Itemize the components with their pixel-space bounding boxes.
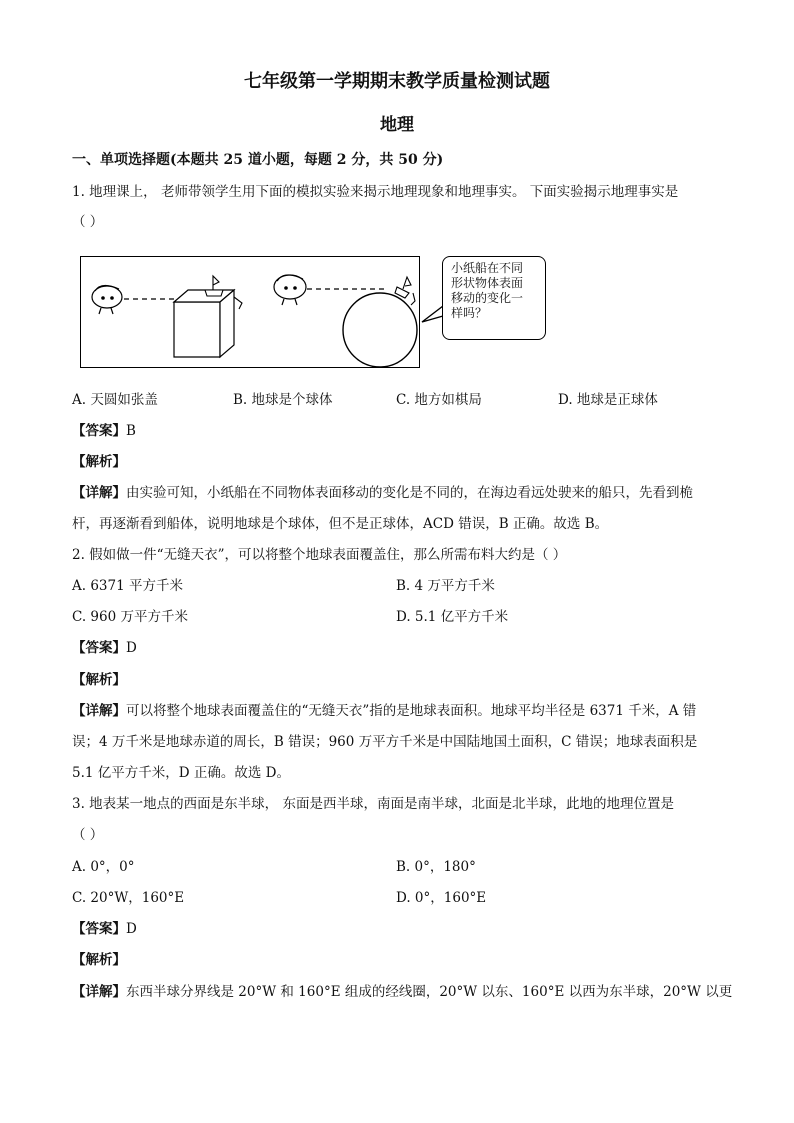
paper-boat-icon-sphere (395, 277, 411, 298)
answer-label: 【答案】 (72, 921, 126, 937)
q3-detail-line1 (72, 982, 732, 1002)
paper-boat-icon-cube (205, 276, 223, 296)
q2-option-c: C. 960 万平方千米 (72, 609, 188, 625)
q3-stem-line2: （ ） (72, 827, 104, 843)
experiment-illustration (81, 257, 419, 367)
q1-detail-line1 (72, 483, 693, 503)
q3-detail-text1: 东西半球分界线是 20°W 和 160°E 组成的经线圈，20°W 以东、160°E 以西为东半球，20°W 以更 (126, 984, 733, 1000)
page-title: 七年级第一学期期末教学质量检测试题 (244, 71, 550, 92)
detail-label: 【详解】 (72, 485, 126, 501)
bubble-line-2: 形状物体表面 (451, 276, 524, 290)
q2-detail-text1: 可以将整个地球表面覆盖住的“无缝天衣”指的是地球表面积。地球平均半径是 6371 千米，A 错 (126, 703, 697, 719)
child-head-icon-right (274, 275, 306, 305)
q1-option-c: C. 地方如棋局 (396, 392, 482, 408)
q1-detail-line2: 杆，再逐渐看到船体，说明地球是个球体，但不是正球体，ACD 错误，B 正确。故选 B。 (72, 516, 609, 532)
q2-answer-value: D (126, 640, 137, 656)
detail-label: 【详解】 (72, 703, 126, 719)
answer-label: 【答案】 (72, 640, 126, 656)
q2-option-a: A. 6371 平方千米 (72, 578, 183, 594)
sphere-shape (343, 293, 417, 367)
subject-title: 地理 (380, 115, 414, 135)
q2-option-b: B. 4 万平方千米 (396, 578, 495, 594)
q3-answer (72, 919, 137, 939)
q3-option-c: C. 20°W，160°E (72, 890, 185, 906)
q1-stem-line2: （ ） (72, 214, 104, 230)
q2-stem-line1: 2. 假如做一件“无缝天衣”，可以将整个地球表面覆盖住，那么所需布料大约是（ ） (72, 547, 567, 563)
speech-bubble (418, 254, 548, 342)
cube-shape (174, 290, 234, 357)
q2-analysis-label: 【解析】 (72, 672, 126, 688)
q1-option-a: A. 天圆如张盖 (72, 392, 158, 408)
speech-bubble-box (442, 256, 546, 340)
bubble-line-3: 移动的变化一 (451, 291, 524, 305)
section-heading: 一、单项选择题(本题共 25 道小题，每题 2 分，共 50 分) (72, 152, 444, 168)
q3-analysis-label: 【解析】 (72, 952, 126, 968)
q1-analysis-label: 【解析】 (72, 454, 126, 470)
detail-label: 【详解】 (72, 984, 126, 1000)
q1-answer (72, 421, 136, 441)
q3-stem-line1: 3. 地表某一地点的西面是东半球， 东面是西半球，南面是南半球，北面是北半球，此地的地理位置是 (72, 796, 674, 812)
bubble-line-1: 小纸船在不同 (451, 261, 524, 275)
speech-bubble-text (451, 261, 539, 321)
q1-experiment-figure (80, 256, 420, 368)
child-head-icon-left (92, 285, 122, 314)
q2-detail-line1 (72, 701, 696, 721)
q2-answer (72, 638, 137, 658)
q2-detail-line2: 误；4 万千米是地球赤道的周长，B 错误；960 万平方千米是中国陆地国土面积，C 错误；地球表面积是 (72, 734, 698, 750)
q3-option-a: A. 0°，0° (72, 859, 135, 875)
bubble-line-4: 样吗？ (451, 306, 488, 320)
answer-label: 【答案】 (72, 423, 126, 439)
q1-option-d: D. 地球是正球体 (558, 392, 658, 408)
q2-option-d: D. 5.1 亿平方千米 (396, 609, 509, 625)
q3-answer-value: D (126, 921, 137, 937)
q1-detail-text1: 由实验可知，小纸船在不同物体表面移动的变化是不同的，在海边看远处驶来的船只，先看到桅 (126, 485, 693, 501)
q2-detail-line3: 5.1 亿平方千米，D 正确。故选 D。 (72, 765, 290, 781)
q3-option-d: D. 0°，160°E (396, 890, 487, 906)
q1-answer-value: B (126, 423, 136, 439)
boat-motion-arrow (234, 297, 242, 309)
q1-option-b: B. 地球是个球体 (233, 392, 333, 408)
sphere-motion-arrow (411, 293, 415, 305)
q3-option-b: B. 0°，180° (396, 859, 476, 875)
q1-stem-line1: 1. 地理课上， 老师带领学生用下面的模拟实验来揭示地理现象和地理事实。 下面实验揭示地理事实是 (72, 184, 679, 200)
